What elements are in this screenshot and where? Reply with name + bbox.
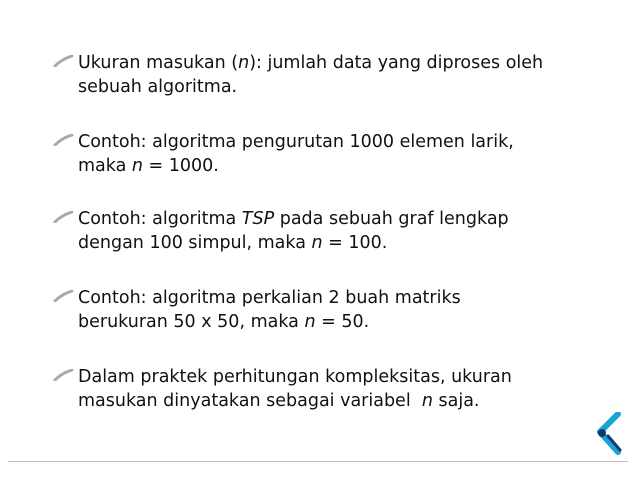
slash-bullet-icon	[52, 134, 74, 146]
bullet-line	[78, 389, 598, 413]
variable-n: n	[238, 53, 250, 73]
bullet-text-part: masukan dinyatakan sebagai variabel	[78, 391, 422, 411]
variable-n: n	[421, 391, 433, 411]
bullet-text-part: berukuran 50 x 50, maka	[78, 312, 305, 332]
bullet-line: sebuah algoritma.	[78, 77, 238, 97]
bullet-line	[78, 154, 598, 178]
slash-bullet-icon	[52, 290, 74, 302]
footer-divider	[8, 461, 628, 462]
variable-n: n	[304, 312, 316, 332]
bullet-text-part: maka	[78, 156, 132, 176]
slash-bullet-icon	[52, 55, 74, 67]
bullet-text-part: = 50.	[315, 312, 370, 332]
bullet-text-part: = 100.	[322, 233, 388, 253]
bullet-line	[78, 310, 598, 334]
bullet-line	[78, 51, 598, 75]
bullet-line	[78, 231, 598, 255]
bullet-line: Contoh: algoritma perkalian 2 buah matriks	[78, 288, 461, 308]
chevron-logo-icon	[590, 412, 624, 456]
bullet-text-part: pada sebuah graf lengkap	[274, 209, 509, 229]
bullet-text-part: saja.	[432, 391, 480, 411]
tsp-term: TSP	[241, 209, 275, 229]
variable-n: n	[131, 156, 143, 176]
bullet-line: Dalam praktek perhitungan kompleksitas, ukuran	[78, 367, 512, 387]
bullet-text-part: Ukuran masukan (	[78, 53, 239, 73]
bullet-text-part: = 1000.	[142, 156, 219, 176]
bullet-line: Contoh: algoritma pengurutan 1000 elemen larik,	[78, 132, 514, 152]
slash-bullet-icon	[52, 369, 74, 381]
bullet-text-part: ): jumlah data yang diproses oleh	[249, 53, 544, 73]
variable-n: n	[311, 233, 323, 253]
bullet-line	[78, 207, 598, 231]
bullet-text-part: Contoh: algoritma	[78, 209, 242, 229]
bullet-text-part: dengan 100 simpul, maka	[78, 233, 312, 253]
slash-bullet-icon	[52, 211, 74, 223]
